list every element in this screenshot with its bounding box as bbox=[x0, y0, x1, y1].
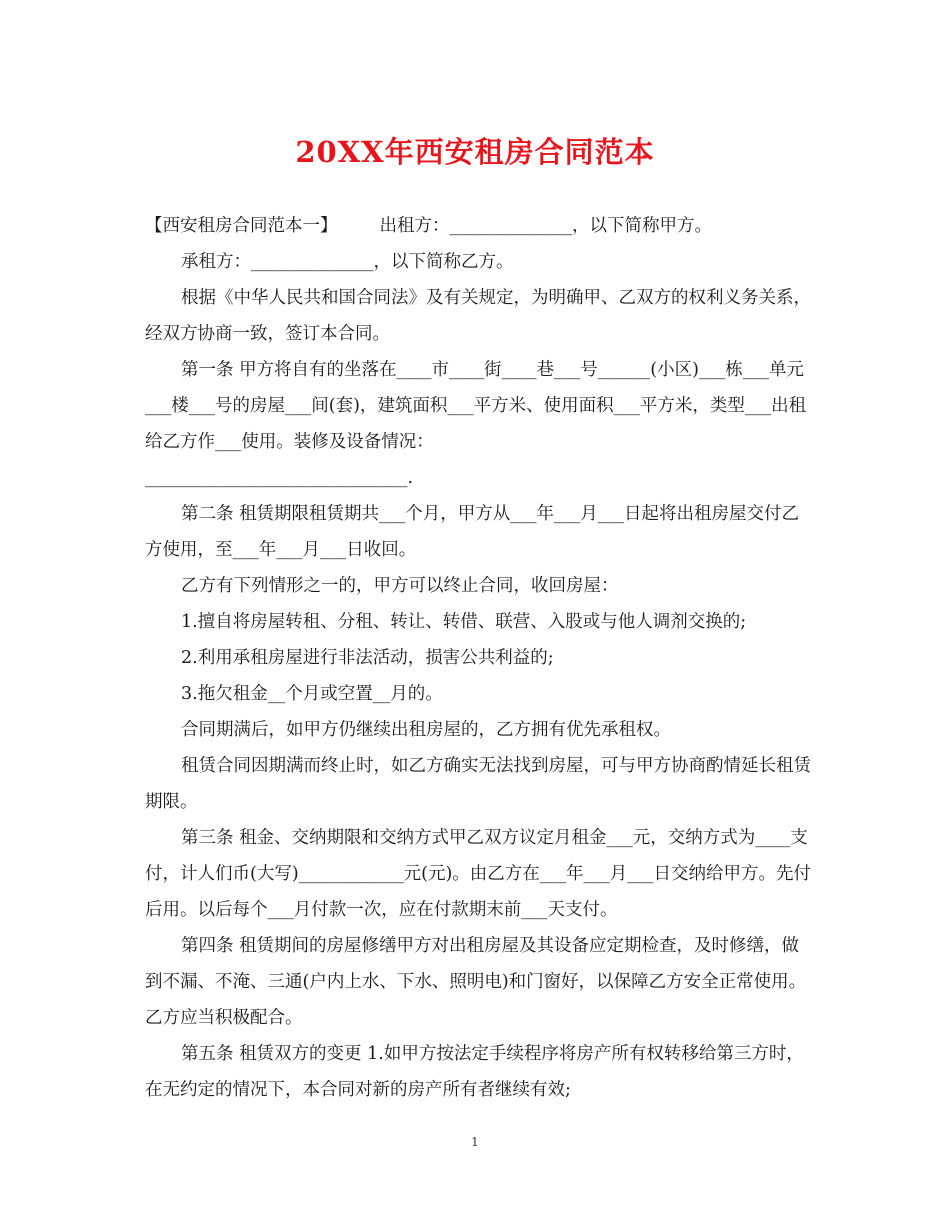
paragraph-termination-intro: 乙方有下列情形之一的，甲方可以终止合同，收回房屋： bbox=[181, 576, 619, 596]
paragraph-basis: 根据《中华人民共和国合同法》及有关规定，为明确甲、乙双方的权利义务关系，经双方协商一致，签订本合同。 bbox=[145, 288, 811, 344]
paragraph-item-1: 1.擅自将房屋转租、分租、转让、转借、联营、入股或与他人调剂交换的; bbox=[181, 612, 747, 632]
document-body bbox=[145, 208, 813, 1108]
paragraph-lessee: 承租方：______________，以下简称乙方。 bbox=[181, 252, 514, 272]
page-number: 1 bbox=[471, 1135, 479, 1149]
paragraph-article-1: 第一条 甲方将自有的坐落在____市____街____巷___号______(小区)___栋___单元___楼___号的房屋___间(套)，建筑面积___平方米、使用面积___平方米，类型___出租给乙方作___使用。装修及设备情况： bbox=[145, 360, 807, 452]
paragraph-article-5: 第五条 租赁双方的变更 1.如甲方按法定手续程序将房产所有权转移给第三方时，在无约定的情况下，本合同对新的房产所有者继续有效; bbox=[145, 1044, 804, 1100]
paragraph-blank-line: ______________________________. bbox=[145, 468, 414, 488]
paragraph-article-2: 第二条 租赁期限租赁期共___个月，甲方从___年___月___日起将出租房屋交付乙方使用，至___年___月___日收回。 bbox=[145, 504, 800, 560]
paragraph-extension: 租赁合同因期满而终止时，如乙方确实无法找到房屋，可与甲方协商酌情延长租赁期限。 bbox=[145, 756, 811, 812]
lessor-line: 出租方：______________，以下简称甲方。 bbox=[379, 216, 712, 236]
paragraph-item-2: 2.利用承租房屋进行非法活动，损害公共利益的; bbox=[181, 648, 554, 668]
paragraph-item-3: 3.拖欠租金__个月或空置__月的。 bbox=[181, 684, 443, 704]
paragraph-priority-right: 合同期满后，如甲方仍继续出租房屋的，乙方拥有优先承租权。 bbox=[181, 720, 671, 740]
section-heading: 【西安租房合同范本一】 bbox=[145, 216, 338, 236]
paragraph-article-4: 第四条 租赁期间的房屋修缮甲方对出租房屋及其设备应定期检查，及时修缮，做到不漏、不淹、三通(户内上水、下水、照明电)和门窗好，以保障乙方安全正常使用。乙方应当积极配合。 bbox=[145, 936, 807, 1028]
paragraph-article-3: 第三条 租金、交纳期限和交纳方式甲乙双方议定月租金___元，交纳方式为____支付，计人们币(大写)____________元(元)。由乙方在___年___月___日交纳给甲方。先付后用。以后每个___月付款一次，应在付款期末前___天支付。 bbox=[145, 828, 812, 920]
paragraph-lessor bbox=[145, 208, 813, 244]
document-title: 20XX年西安租房合同范本 bbox=[295, 135, 655, 169]
